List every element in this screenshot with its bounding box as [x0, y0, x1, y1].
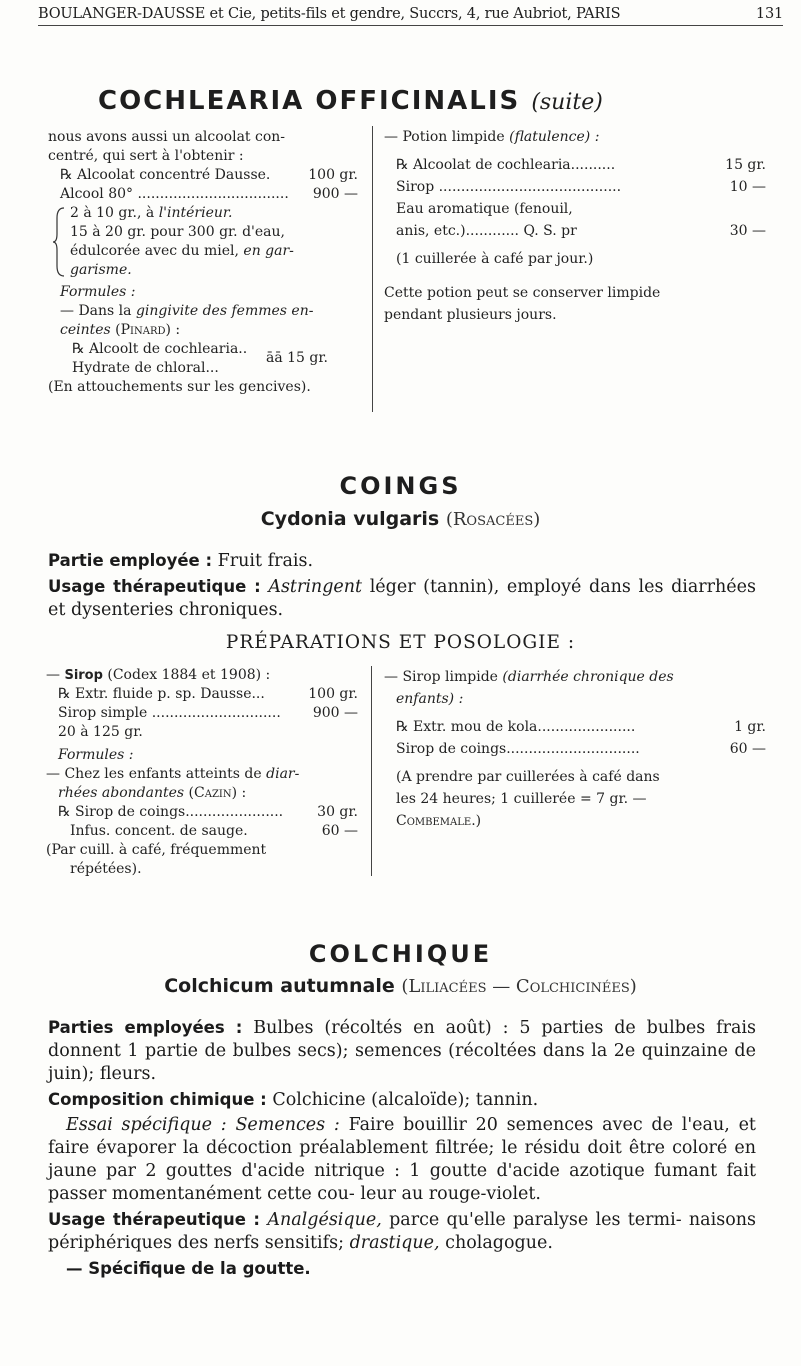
ingredient: anis, etc.)............ Q. S. pr [396, 223, 577, 239]
recipe-line [384, 176, 766, 198]
quantity: 100 gr. [308, 686, 358, 702]
quantity: 15 gr. [725, 157, 766, 173]
recipe-line [46, 704, 358, 723]
colchique-body [48, 1016, 756, 1283]
partie-label: Partie employée : [48, 551, 213, 570]
sirop-label: Sirop [64, 668, 103, 683]
dosage-brace-block [48, 204, 358, 280]
text-line: centré, qui sert à l'obtenir : [48, 148, 244, 164]
text-line: pendant plusieurs jours. [384, 307, 557, 323]
text-line: édulcorée avec du miel, [70, 243, 239, 259]
cochlearia-left-column [48, 128, 358, 397]
text-line: — Potion limpide [384, 129, 505, 145]
recipe-line [46, 685, 358, 704]
text-italic: en gar- [243, 243, 294, 259]
ingredient: Infus. concent. de sauge. [70, 823, 248, 839]
usage-label: Usage thérapeutique : [48, 1210, 261, 1229]
essai-label: Essai spécifique : Semences : [66, 1115, 340, 1135]
colchique-subtitle [0, 975, 801, 997]
coings-body [48, 549, 756, 624]
text-italic: diar- [266, 766, 300, 782]
ingredient: ℞ Alcoolt de cochlearia.. [72, 341, 248, 357]
author: (Cazin) : [188, 785, 247, 801]
parties-text: Bulbes (récoltés en août) : 5 parties de bulbes frais donnent 1 partie de bulbes secs); semences (récoltées dans la 2e quinzaine de juin); fleurs. [48, 1018, 756, 1084]
text-italic: enfants) : [396, 691, 464, 707]
author: (Pinard) : [115, 322, 181, 338]
column-divider [371, 666, 372, 876]
ingredient: ℞ Extr. mou de kola...................... [396, 719, 636, 735]
partie-value: Fruit frais. [217, 551, 314, 571]
recipe-group [48, 340, 358, 378]
parties-label: Parties employées : [48, 1018, 243, 1037]
quantity: āā 15 gr. [266, 350, 328, 366]
text-line: Eau aromatique (fenouil, [396, 201, 573, 217]
quantity: 900 — [312, 705, 358, 721]
cochlearia-suite: (suite) [531, 90, 603, 115]
ingredient: Sirop de coings.............................. [396, 741, 640, 757]
recipe-line [384, 738, 766, 760]
recipe-line [384, 154, 766, 176]
text-line: (Par cuill. à café, fréquemment [46, 842, 267, 858]
latin-name: Colchicum autumnale [164, 975, 395, 997]
essai-text: Faire bouillir 20 semences avec de l'eau, et faire évaporer la décoction préalablement filtrée; le résidu doit être coloré en jaune par 2 gouttes d'acide nitrique : 1 goutte d'acide azotique fumant fait passer momentanément cette cou- leur au rouge-violet. [48, 1115, 756, 1204]
recipe-line [46, 822, 358, 841]
quantity: 60 — [729, 741, 766, 757]
text-line: (Codex 1884 et 1908) : [107, 667, 271, 683]
usage-text: parce qu'elle paralyse les termi- naisons périphériques des nerfs sensitifs; [48, 1210, 756, 1253]
recipe-line [384, 716, 766, 738]
publisher-line: BOULANGER-DAUSSE et Cie, petits-fils et gendre, Succrs, 4, rue Aubriot, PARIS [38, 6, 621, 22]
specific-note: — Spécifique de la goutte. [66, 1259, 311, 1278]
plant-family: (Liliacées — Colchicinées) [401, 976, 637, 997]
composition-label: Composition chimique : [48, 1090, 267, 1109]
quantity: 30 gr. [317, 804, 358, 820]
text-line: nous avons aussi un alcoolat con- [48, 129, 286, 145]
ingredient: ℞ Alcoolat de cochlearia.......... [396, 157, 616, 173]
recipe-line [384, 220, 766, 242]
text-line: 2 à 10 gr., à [70, 205, 155, 221]
recipe-line [48, 185, 358, 204]
usage-label: Usage thérapeutique : [48, 577, 261, 596]
ingredient: ℞ Alcoolat concentré Dausse. [60, 167, 271, 183]
text-line: (A prendre par cuillerées à café dans [396, 769, 660, 785]
text-line: — Dans la [60, 303, 132, 319]
text-line: 15 à 20 gr. pour 300 gr. d'eau, [70, 224, 285, 240]
quantity: 30 — [729, 223, 766, 239]
text-italic: (flatulence) : [509, 129, 600, 145]
brace-icon [52, 206, 66, 278]
quantity: 900 — [312, 186, 358, 202]
cochlearia-right-column [384, 126, 766, 326]
ingredient: Alcool 80° .................................. [60, 186, 289, 202]
coings-title: COINGS [339, 472, 462, 500]
formules-heading: Formules : [60, 284, 136, 300]
text-line: les 24 heures; 1 cuillerée = 7 gr. — [396, 791, 647, 807]
running-header [38, 6, 783, 26]
ingredient: Sirop ......................................... [396, 179, 622, 195]
text-italic: (diarrhée chronique des [502, 669, 674, 685]
usage-italic: Analgésique, [267, 1210, 382, 1230]
cochlearia-title-block [98, 86, 603, 116]
text-italic: ceintes [60, 322, 111, 338]
formules-heading: Formules : [58, 747, 134, 763]
ingredient: Sirop simple ............................. [58, 705, 281, 721]
quantity: 100 gr. [308, 167, 358, 183]
text-line: Cette potion peut se conserver limpide [384, 285, 661, 301]
text-line: — Sirop limpide [384, 669, 498, 685]
text-italic: rhées abondantes [58, 785, 185, 801]
page-number: 131 [755, 6, 783, 22]
text-line: 20 à 125 gr. [58, 724, 143, 740]
plant-family: (Rosacées) [445, 509, 541, 530]
usage-text: cholagogue. [445, 1233, 553, 1253]
text-line: — Chez les enfants atteints de [46, 766, 262, 782]
usage-italic: drastique, [349, 1233, 440, 1253]
coings-right-column [384, 666, 766, 832]
usage-italic: Astringent [268, 577, 363, 597]
author: Combemale.) [396, 813, 482, 829]
text-line: répétées). [70, 861, 142, 877]
text-line: (1 cuillerée à café par jour.) [396, 251, 594, 267]
column-divider [372, 126, 373, 412]
preparations-heading: PRÉPARATIONS ET POSOLOGIE : [225, 632, 576, 653]
text-italic: l'intérieur. [158, 205, 233, 221]
coings-left-column: — Sirop (Codex 1884 et 1908) : ℞ Extr. fluide p. sp. Dausse... 100 gr. Sirop simple ............................. 900 — 20 à 125 gr. Formules : — Chez les enfants atteints de diar- rhées abondantes (Cazin) : ℞ Sirop de coings...................... 30 gr. Infus. concent. de sauge. 60 — (Par cuill. à café, fréquemment répétées). [46, 667, 358, 877]
text-italic: garisme. [70, 262, 132, 278]
recipe-line [46, 803, 358, 822]
quantity: 10 — [729, 179, 766, 195]
cochlearia-title: COCHLEARIA OFFICINALIS [98, 86, 521, 116]
ingredient: ℞ Sirop de coings...................... [58, 804, 284, 820]
text-line: (En attouchements sur les gencives). [48, 379, 311, 395]
recipe-line [48, 166, 358, 185]
quantity: 60 — [321, 823, 358, 839]
composition-text: Colchicine (alcaloïde); tannin. [272, 1090, 539, 1110]
ingredient: Hydrate de chloral... [72, 360, 219, 376]
quantity: 1 gr. [734, 719, 766, 735]
coings-subtitle [0, 508, 801, 530]
colchique-title: COLCHIQUE [308, 940, 493, 968]
usage-text: léger (tannin), employé dans les diarrhées et dysenteries chroniques. [48, 577, 756, 620]
ingredient: ℞ Extr. fluide p. sp. Dausse... [58, 686, 265, 702]
latin-name: Cydonia vulgaris [260, 508, 440, 530]
text-italic: gingivite des femmes en- [135, 303, 314, 319]
